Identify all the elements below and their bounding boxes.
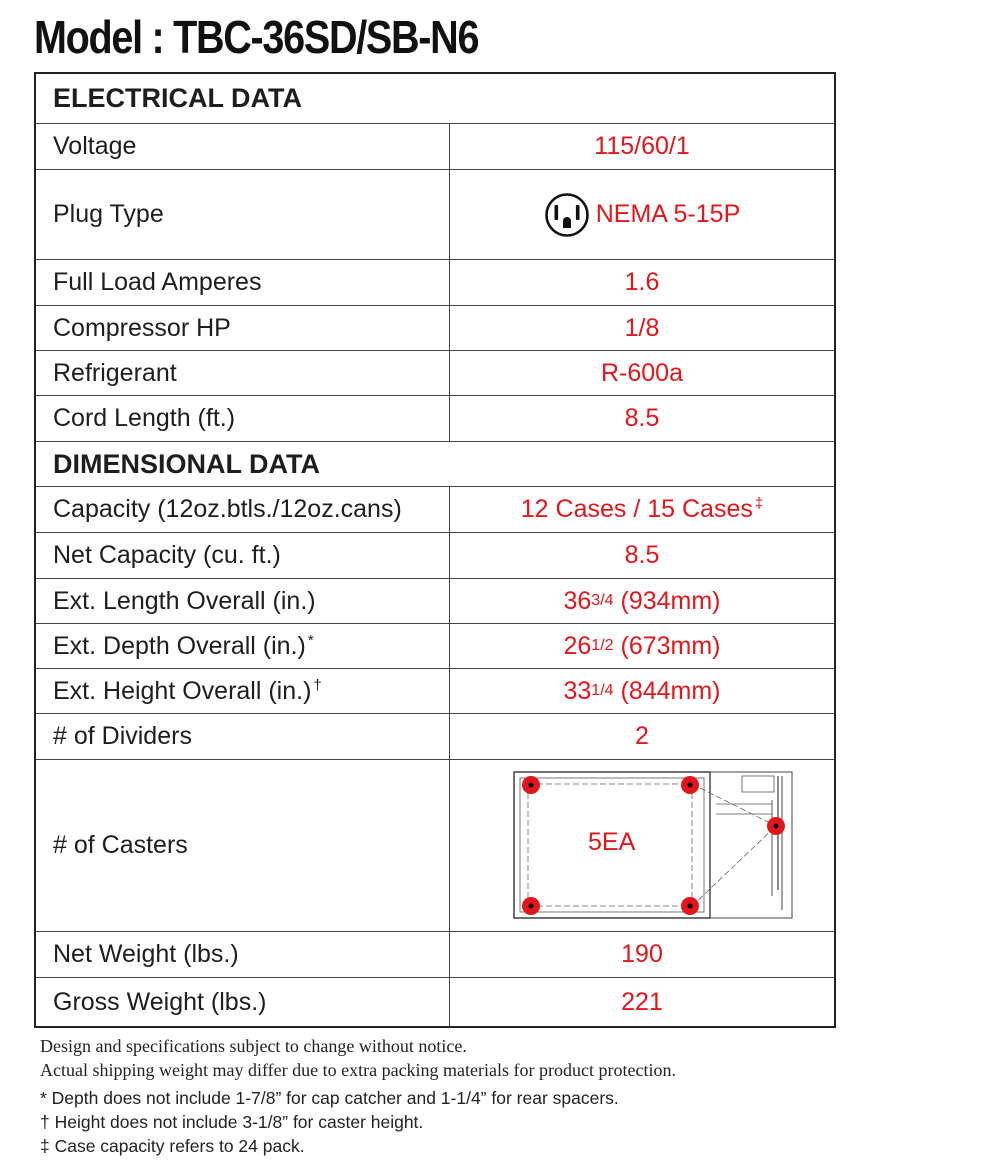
capacity-value: 12 Cases / 15 Cases — [520, 495, 753, 523]
table-row-plug-type — [36, 170, 834, 260]
capacity-footnote-mark: ‡ — [754, 495, 764, 512]
note-specifications: Design and specifications subject to change without notice. — [40, 1036, 467, 1056]
table-row-net-weight — [36, 932, 834, 978]
table-row-ext-depth — [36, 624, 834, 669]
plug-type-value: NEMA 5-15P — [595, 200, 741, 228]
ext-height-fraction: 1/4 — [591, 682, 614, 699]
ext-depth-whole: 26 — [563, 631, 592, 660]
ext-length-label: Ext. Length Overall (in.) — [36, 579, 450, 623]
ext-height-whole: 33 — [563, 676, 592, 705]
casters-value: 5EA — [588, 828, 636, 856]
ext-depth-label-cell — [36, 624, 450, 668]
refrigerant-value: R-600a — [601, 358, 683, 387]
cord-length-value: 8.5 — [624, 404, 660, 432]
nema-plug-icon — [544, 192, 590, 238]
footnote-depth: * Depth does not include 1-7/8” for cap catcher and 1-1/4” for rear spacers. — [40, 1088, 619, 1108]
casters-cell — [450, 760, 834, 931]
table-row-voltage — [36, 124, 834, 170]
ext-length-whole: 36 — [563, 586, 592, 615]
depth-footnote-mark: * — [307, 631, 314, 649]
ext-height-metric: (844mm) — [613, 676, 721, 705]
note-shipping-weight: Actual shipping weight may differ due to extra packing materials for product protection. — [40, 1060, 676, 1080]
full-load-amperes-label: Full Load Amperes — [36, 260, 450, 305]
ext-height-cell — [450, 669, 834, 713]
table-row-cord-length — [36, 396, 834, 442]
table-row-dividers — [36, 714, 834, 760]
table-row-casters — [36, 760, 834, 932]
ext-depth-metric: (673mm) — [613, 631, 721, 660]
net-capacity-value: 8.5 — [624, 541, 660, 569]
ext-length-fraction: 3/4 — [591, 592, 614, 609]
page-title: Model : TBC-36SD/SB-N6 — [34, 11, 479, 63]
ext-height-label-cell — [36, 669, 450, 713]
footnote-case: ‡ Case capacity refers to 24 pack. — [40, 1136, 305, 1156]
dividers-value: 2 — [635, 722, 649, 750]
ext-length-metric: (934mm) — [613, 586, 721, 615]
table-row-ext-height — [36, 669, 834, 714]
table-row-gross-weight — [36, 978, 834, 1026]
voltage-label: Voltage — [36, 124, 450, 169]
net-weight-value: 190 — [621, 940, 663, 968]
full-load-amperes-value: 1.6 — [624, 268, 660, 296]
refrigerant-label: Refrigerant — [36, 351, 450, 395]
capacity-label: Capacity (12oz.btls./12oz.cans) — [36, 487, 450, 532]
cord-length-label: Cord Length (ft.) — [36, 396, 450, 441]
gross-weight-value: 221 — [621, 987, 663, 1016]
ext-depth-cell — [450, 624, 834, 668]
notes — [40, 1034, 676, 1158]
voltage-value: 115/60/1 — [594, 132, 690, 160]
electrical-data-heading: ELECTRICAL DATA — [36, 74, 834, 124]
compressor-hp-value: 1/8 — [624, 313, 660, 342]
table-row-net-capacity — [36, 533, 834, 579]
net-capacity-label: Net Capacity (cu. ft.) — [36, 533, 450, 578]
plug-type-cell — [450, 170, 834, 259]
ext-depth-fraction: 1/2 — [591, 637, 614, 654]
table-row-capacity — [36, 487, 834, 533]
compressor-hp-label: Compressor HP — [36, 306, 450, 350]
table-row-refrigerant — [36, 351, 834, 396]
plug-type-label: Plug Type — [36, 170, 450, 259]
table-row-ext-length — [36, 579, 834, 624]
net-weight-label: Net Weight (lbs.) — [36, 932, 450, 977]
capacity-cell — [450, 487, 834, 532]
ext-height-label: Ext. Height Overall (in.) — [53, 676, 312, 705]
dividers-label: # of Dividers — [36, 714, 450, 759]
ext-depth-label: Ext. Depth Overall (in.) — [53, 631, 306, 660]
table-row-full-load-amperes — [36, 260, 834, 306]
dimensional-data-heading: DIMENSIONAL DATA — [36, 442, 834, 487]
caster-layout-diagram — [512, 770, 802, 920]
table-row-compressor-hp — [36, 306, 834, 351]
casters-label: # of Casters — [36, 760, 450, 931]
footnote-height: † Height does not include 3-1/8” for caster height. — [40, 1112, 424, 1132]
ext-length-cell — [450, 579, 834, 623]
spec-table — [34, 72, 836, 1028]
gross-weight-label: Gross Weight (lbs.) — [36, 978, 450, 1026]
height-footnote-mark: † — [313, 676, 322, 694]
